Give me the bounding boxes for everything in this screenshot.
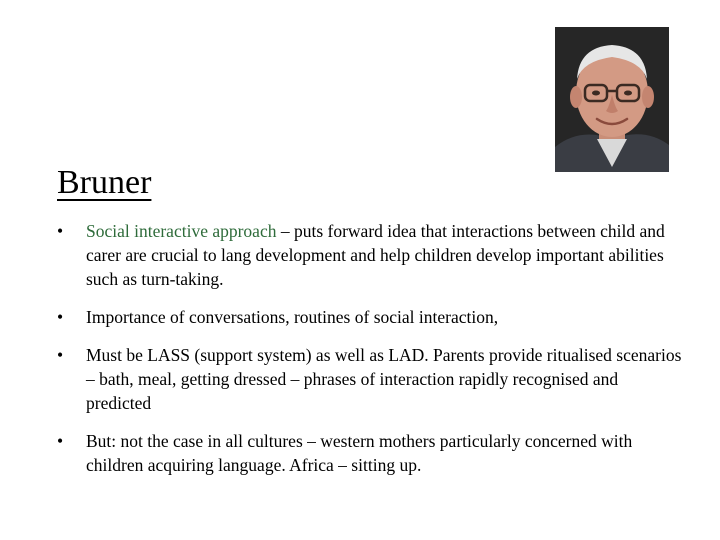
bullet-dot: •: [57, 221, 64, 241]
bullet-highlight: Social interactive approach: [86, 221, 277, 241]
bullet-text: Importance of conversations, routines of social interaction,: [86, 307, 499, 327]
portrait-photo: [555, 27, 669, 172]
bullet-dot: •: [57, 345, 64, 365]
bullet-item: [57, 343, 687, 415]
slide-title: Bruner: [57, 164, 152, 201]
bullet-item: [57, 429, 687, 477]
bullet-text: But: not the case in all cultures – western mothers particularly concerned with children acquiring language. Africa – sitting up.: [86, 431, 633, 475]
bullet-dot: •: [57, 307, 64, 327]
bullet-item: [57, 305, 687, 329]
bullet-item: [57, 219, 687, 291]
bullet-text: Must be LASS (support system) as well as LAD. Parents provide ritualised scenarios – bath, meal, getting dressed – phrases of interaction rapidly recognised and predicted: [86, 345, 682, 413]
bullet-dot: •: [57, 431, 64, 451]
bullet-text: – puts forward idea that interactions between child and carer are crucial to lang development and help children develop important abilities such as turn-taking.: [86, 221, 665, 289]
bullet-list: [57, 219, 687, 477]
